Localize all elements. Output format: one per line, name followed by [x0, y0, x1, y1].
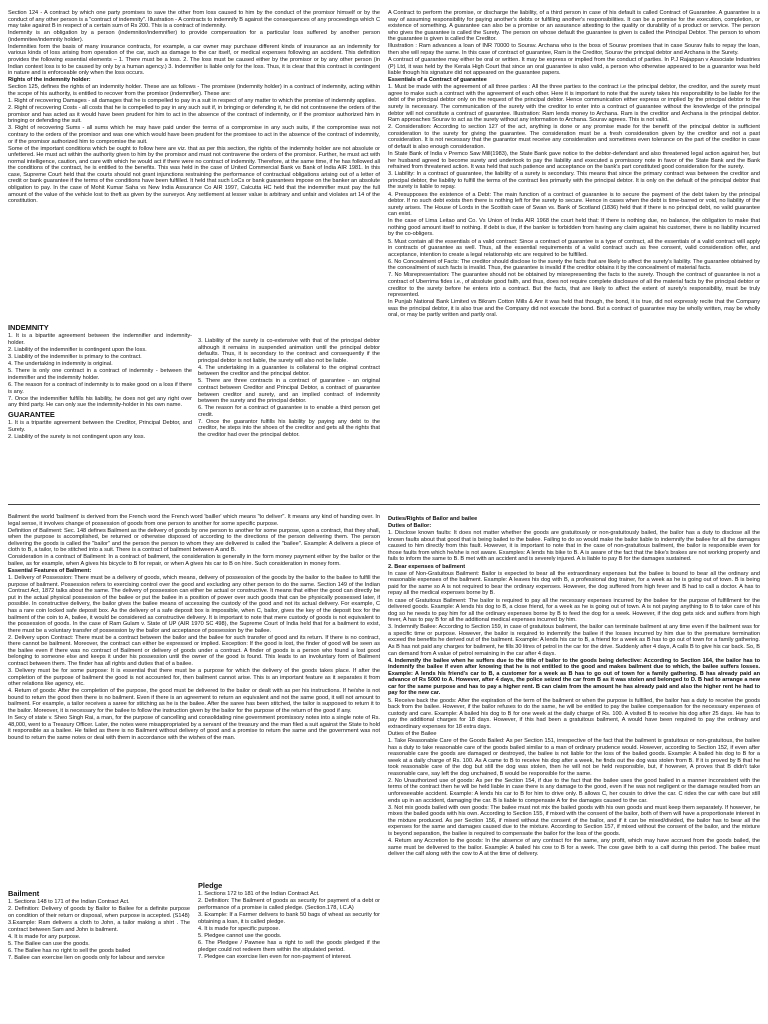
indemnity-section-text — [8, 10, 380, 372]
guarantee-point: 3. Liability of the surety is co-extensive with that of the principal debtor although it remains in suspended animation until the principal debtor defaults. Thus, it is secondary to the contract and consequently if the principal debtor is not liable, the surety will also not be liable. — [198, 338, 380, 364]
indemnity-point: 5. There is only one contract in a contract of indemnity - between the indemnifier and the indemnity holder. — [8, 368, 192, 381]
paragraph: 4. Return of goods: After the completion of the purpose, the good must be delivered to the bailor or dealt with as per his instructions. If he/she is not bound to return the good then there is no bailment. Even if there is an agreement to return an equivalent and not the same good, it will not amount to bailment. For example, a tailor receives a saree for stitching as he is the bailee. After the saree has been stitched, the tailor is supposed to return it to the bailor. Moreover, it is necessary for the bailee to follow the instruction given by the bailor for the purpose of the return of the good if any. — [8, 688, 380, 715]
guarantee-section-text — [388, 10, 760, 490]
paragraph: In case of Gratuitous Bailment: The bailor is required to pay all the necessary expenses incurred by the bailee for the purpose of fulfillment for the delivered goods. Example: A lends his dog to B, a close friend, for a week as he is going out of town. A is not paying anything to B to take care of his dog so he needs to pay him for all the ordinary expenses borne by B to feed the dog for a week. However, if the dog gets sick and suffers from high fever, A has to pay B for all the additional medical expenses incurred by him. — [388, 597, 760, 624]
paragraph: 3. Liability: In a contract of guarantee, the liability of a surety is secondary. This means that since the primary contract was between the creditor and principal debtor, the liability to fulfill the terms of the contract lies primarily with the principal debtor. It is only on the default of the principal debtor that the surety is liable to repay. — [388, 171, 760, 191]
guarantee-point: 1. It is a tripartite agreement between the Creditor, Principal Debtor, and Surety. — [8, 419, 192, 433]
paragraph: 7. No Misrepresentation: The guarantee should not be obtained by misrepresenting the facts to the surety. Though the contract of guarantee is not a contract of Uberrima fides i.e., of absolute good faith, and thus, does not require complete disclosure of all the material facts by the principal debtor or creditor to the surety before he enters into a contract. But the facts, that are likely to affect the extent of surety's responsibility, must be truly represented. — [388, 272, 760, 299]
bailment-summary-point: 4. It is made for any purpose. — [8, 933, 81, 940]
paragraph: 1. Right of recovering Damages - all damages that he is compelled to pay in a suit in respect of any matter to which the promise of indemnity applies. — [8, 98, 377, 105]
guarantee-point: 6. The reason for a contract of guarantee is to enable a third person get credit. — [198, 405, 380, 418]
paragraph: 3. Delivery must be for some purpose: It is essential that there must be a purpose for which the delivery of the goods takes place. If after the completion of the purpose of bailment the good is not accounted for, then bailment cannot arise. This is an important feature as it separates it from other relations like agency, etc. — [8, 668, 380, 688]
paragraph: A contract of guarantee may either be oral or written. It may be express or implied from the conduct of parties. In P.J Rajappan v Associate Industries (P) Ltd, it was held by the Kerala High Court that since an oral guarantee is also valid, a person who otherwise appeared to be a guarantor was held liable though his signature did not appeared on the guarantee papers. — [388, 57, 760, 77]
paragraph: Section 125, defines the rights of an indemnity holder. These are as follows - The promisee (indemnity holder) in a contract of indemnity, acting within the scope of his authority, is entitled to recover from the promisor (indemnifier). These are: — [8, 84, 380, 97]
indemnity-point: 2. Liability of the indemnifier is contingent upon the loss. — [8, 346, 147, 353]
bailment-summary-point: 5. The Bailee can use the goods. — [8, 940, 90, 947]
guarantee-comparison-right — [198, 338, 380, 490]
paragraph: Some of the important conditions which be ought to follow here are viz. that as per this section, the rights of the indemnity holder are not absolute or unfettered. He must act within the authority given to him by the promisor and must not contravene the orders of the promisor. Further, he must act with normal intelligence, caution, and care with which he would act if there were no contract of indemnity. Therefore, at the same time, if he has followed all the conditions of the contract, he is entitled to the benefits. This was held in the case of United Commercial Bank vs Bank of India AIR 1981. In this case, Supreme Court held that the courts should not grant injunctions restraining the performance of contractual obligations arising out of a letter of credit or bank guarantee if the terms of the conditions have been fulfilled. It held that such LoCs or bank guarantees impose on the banker an absolute obligation to pay. In the case of Mohit Kumar Saha vs New India Assurance Co AIR 1997, Calcutta HC held that the indemnifier must pay the full amount of the value of the vehicle lost to theft as given by the surveyor. Any settlement at lesser value is arbitrary and unfair and violates art 14 of the constitution. — [8, 145, 380, 205]
indemnity-comparison-left — [8, 322, 192, 484]
paragraph: 2. Right of recovering Costs - all costs that he is compelled to pay in any such suit if, in bringing or defending it, he did not contravene the orders of the promisor and has acted as it would have been prudent for him to act in the absence of the contract of indemnity, or if the promisor authorized him in bringing or defending the suit. — [8, 105, 380, 125]
pledge-summary-heading: Pledge — [198, 881, 223, 890]
paragraph: 1. Delivery of Possession: There must be a delivery of goods, which means, delivery of possession of the goods by the bailor to the bailee to fulfill the purpose of bailment. Possession refers to exercising control over the good and excluding any other person to do the same. Section 149 of the Indian Contract Act, 1872 talks about the same. The delivery of possession can either be actual or constructive. It means that either the good can directly be put in the actual physical possession of the bailee or put the bailee in a position of power over such goods that can be physically possessed later, if possible. In constructive delivery, the bailor gives the bailee means of accessing the custody of the good and not its actual delivery. For example, C has a rare coin locked safe deposit box. As the delivery of a safe deposit box is impossible, when C, bailor, gives the key of the deposit box for the bailment of the coin to A, bailee, it would be considered as constructive delivery. It is important to note that mere custody of goods is not equivalent to the possession of goods. In the case of Ram Gulam v. State of UP (AIR 1970 SC 498), the Supreme Court of India held that for a bailment to exist, there must be a voluntary transfer of possession by the bailor and acceptance of possession by the bailee. — [8, 575, 380, 634]
pledge-summary-point: 2. Definition: The Bailment of goods as security for payment of a debt or performance of a promise is called pledge. (Section.178, I.C.A) — [198, 898, 380, 911]
paragraph: Essentials of a Contract of guarantee — [388, 77, 487, 84]
indemnity-point: 4. The undertaking in indemnity is original. — [8, 361, 113, 368]
bailment-summary-point: 6. The Bailee has no right to sell the goods bailed — [8, 947, 131, 954]
bailment-summary-point: 7. Bailee can exercise lien on goods only for labour and service — [8, 955, 165, 962]
paragraph: Indemnities form the basis of many insurance contracts, for example, a car owner may purchase different kinds of insurance as an indemnity for various kinds of loss arising from operation of the car, such as damage to the car itself, or medical expenses following an accident. This definition provides the following essential elements – 1. There must be a loss. 2. The loss must be caused either by the promisor or by any other person (in Indian context loss is to be caused by only by a human agency.) 3. Indemnifier is liable only for the loss. Thus, it is clear that this contract is contingent in nature and is enforceable only when the loss occurs. — [8, 43, 380, 77]
paragraph: 1. Disclose known faults: It does not matter whether the goods are gratuitously or non-gratuitously bailed, the bailor has a duty to disclose all the known faults about that good that is being bailed to the bailee. Failing to do so would make the bailor liable to indemnify the bailee for all the damages caused to him directly from this fault. However, it is important to note that in the case of non-gratuitous bailment, the bailor is responsible even for those faults from which he/she is not aware. Examples: A lends his bike to B. A is aware of the fact that the bike's brakes are not working properly and fails to inform the same to B. B met with an accident and is severely injured. A is liable to pay B for the damages sustained. — [388, 530, 760, 563]
bailment-summary-point: 2. Definition: Delivery of goods by Bailor to Bailee for a definite purpose on condition of their return or disposal, when purpose is accepted. (S148) — [8, 906, 190, 919]
paragraph: In Secy of state v. Sheo Singh Rai, a man, for the purpose of cancelling and consolidating nine government promissory notes into a single note of Rs. 48,000, went to a Treasury Officer. Later, the notes were misappropriated by a servant of the treasury and the man filed a suit against the State to hold it responsible as a bailee. He failed as there is no Bailment without delivery of good and a promise to return the same and the government was not bound to return the same notes or deal with them in accordance with the wishes of the man. — [8, 715, 380, 741]
paragraph: 3. Right of recovering Sums - all sums which he may have paid under the terms of a compromise in any such suits, if the compromise was not contrary to the orders of the promisor and was one which would have been prudent for the promisee to act in the absence of the contract of indemnity, or if the promisor authorized him to compromise the suit. — [8, 125, 380, 145]
section-divider — [8, 504, 760, 505]
paragraph: 4. Presupposes the existence of a Debt: The main function of a contract of guarantee is to secure the payment of the debt taken by the principal debtor. If no such debt exists then there is nothing left for the surety to secure. Hence in cases when the debt is time-barred or void, no liability of the surety arises. The House of Lords in the Scottish case of Swan vs. Bank of Scotland (1836) held that if there is no principal debt, no valid guarantee can exist. — [388, 191, 760, 218]
paragraph: 4. Indemnify the bailee when he suffers due to the title of bailor to the goods being defective: According to Section 164, the bailor has to indemnify the bailee if even after knowing that he is not entitled to the good and makes bailment due to which, the bailee suffers losses. Example: A lends his friend's car to B, a customer for a week as B has to go out of town for a family gathering. B has already paid an advance of Rs 5000 to A. However, after 4 days, the police seized the car from B as it was stolen and belonged to D. B had to arrange a new car for the same purpose and has to pay a higher rent. B can claim from the amount he has already paid and also the higher rent he had to pay for the new car. — [388, 657, 760, 697]
pledge-summary — [198, 880, 380, 1020]
paragraph: In Punjab National Bank Limited vs Bikram Cotton Mills & Anr it was held that though, the bond, it is true, did not expressly recite that the Company was the principal debtor, it is also true and the Company did not execute the bond. But a contract of guarantee may be wholly written, may be wholly oral, or may be partly written and partly oral. — [388, 299, 760, 319]
indemnity-heading: INDEMNITY — [8, 323, 49, 332]
paragraph: A Contract to perform the promise, or discharge the liability, of a third person in case of his default is called Contract of Guarantee. A guarantee is a way of assuming responsibility for paying another's debts or fulfilling another's responsibilities. It can be a promise for the execution, completion, or existence of something. A guarantee can also be a promise or an assurance attesting to the quality or durability of a product or service. The person who gives the guarantee is called the Surety. The person on whose default the guarantee is given is called the Principal Debtor. The person to whom the guarantee is given is called the Creditor. — [388, 10, 760, 43]
duties-section-text — [388, 516, 760, 1020]
pledge-summary-point: 5. Pledgee cannot use the goods. — [198, 932, 282, 939]
paragraph: 2. No Unauthorized use of goods: As per the Section 154, if due to the fact that the bailee uses the good bailed in a manner inconsistent with the terms of the contract then he will be held liable in case there is any damage to the good, even if he was not negligent or the damage resulted from an unforeseeable accident. Example: A lends his car to B for him to drive only. B allows C, her cousin to drive the car. C rides the car with care but still ends up in an accident, damaging the car. B is liable to compensate A for the damages caused to the car. — [388, 777, 760, 804]
bailment-summary-heading: Bailment — [8, 889, 40, 898]
paragraph: 1. Take Reasonable Care of the Goods Bailed: As per Section 151, irrespective of the fact that the bailment is gratuitous or non-gratuitous, the bailee has a duty to take reasonable care of the goods bailed similar to a man of ordinary prudence would. However, according to Section 152, if even after reasonable care the goods are damaged or destroyed, the bailee is not liable for the loss of the bailed goods. Example: A bailed his dog to B for a week at a daily charge of Rs. 100. As A came to B to receive his dog after a week, he finds out the dog was stolen from B. If it is proved by B that he took reasonable care of the dog but still the dog was stolen, then he will not be held responsible, but, if however, A proves that B didn't take reasonable care, say left the dog unchained, B would be responsible for the same. — [388, 737, 760, 777]
paragraph: Illustration : Ram advances a loan of INR 70000 to Sourav. Archana who is the boss of Sourav promises that in case Sourav fails to repay the loan, then she will repay the same. In this case of contract of guarantee, Ram is the Creditor, Sourav the principal debtor and Archana is the Surety. — [388, 43, 760, 56]
paragraph: 4. Return any Accretion to the goods: In the absence of any contract for the same, any profit, which may have accrued from the goods bailed, the same must be delivered to the bailor. Example: A bailed his cow to B for a week. The cow gave birth to a calf during this period. The bailee must deliver the calf along with the cow to A at the time of delivery. — [388, 837, 760, 858]
paragraph: 1. Must be made with the agreement of all three parties : All the three parties to the contract i.e the principal debtor, the creditor, and the surety must agree to make such a contract with the agreement of each other. Here it is important to note that the surety takes his responsibility to be liable for the debt of the principal debtor only on the request of the principal debtor. Hence communication either express or implied by the principal debtor to the surety is necessary. The communication of the surety with the creditor to enter into a contract of guarantee without the knowledge of the principal debtor will not constitute a contract of guarantee. Illustration: Ram lends money to Archana. Ram is the creditor and Archana is the principal debtor. Ram approaches Sourav to act as the surety without any information to Archana. Sourav agrees. This is not valid. — [388, 84, 760, 124]
indemnity-point: 6. The reason for a contract of indemnity is to make good on a loss if there is any. — [8, 381, 192, 395]
paragraph: In State Bank of India v Premco Saw Mill(1983), the State Bank gave notice to the debtor-defendant and also threatened legal action against her, but her husband agreed to become surety and undertook to pay the liability and executed a promissory note in favor of the State Bank and the Bank refrained from threatened action. It was held that such patience and acceptance on the bank's part constituted good consideration for the surety. — [388, 151, 760, 171]
paragraph: Duties/Rights of Bailor and bailee — [388, 516, 478, 522]
paragraph: 3. Not mix goods bailed with own goods: The bailee must not mix the bailed goods with his own goods and must keep them separately. If however, he mixes the bailed goods with his own. According to Section 155, if mixed with the consent of the bailor, both of them will have a proportionate interest in the mixture produced. As per Section 156, if mixed without the consent of the bailor, and if it can be mixed/divided, the bailor has to bear all the expenses for the same and damages caused due to the mixture. According to Section 157, if mixed without the consent of the bailor, and the mixture is beyond separation, the bailee is required to compensate the bailor for the loss of the goods. — [388, 804, 760, 837]
paragraph: 2. Bear expenses of bailment — [388, 563, 466, 570]
paragraph: Bailment the world 'bailment' is derived from the French word the French word 'bailler' which means "to deliver". It means any kind of handing over. In legal sense, it involves change of possession of goods from one person to another for some specific purpose. — [8, 514, 380, 527]
paragraph: In case of Non-Gratuitous Bailment: Bailor is expected to bear all the extraordinary expenses but the bailee is bound to bear all the ordinary and reasonable expenses of the bailment. Example: A leaves his dog with B, a professional dog trainer, for a week as he is going out of town. B is being paid for the same so A is not required to bear the ordinary expenses. However, the dog suffered from high fever and B had to call a doctor. A has to repay all the medical expenses borne by B. — [388, 570, 760, 597]
indemnity-point: 3. Liability of the indemnifier is primary to the contract. — [8, 354, 142, 361]
paragraph: In the case of Lima Leitao and Co. Vs Union of India AIR 1968 the court held that: If there is nothing due, no balance, the obligation to make that nothing good amount itself to nothing. If debt is due, if the banker is forbidden from having any claim against his customer, there is no liability incurred by the co-obligers. — [388, 218, 760, 238]
paragraph: Definition of Bailment: Sec. 148 defines Bailment as the delivery of goods by one person to another for some purpose, upon a contract, that they shall, when the purpose is accomplished, be returned or otherwise disposed of according to the directions of the person delivering them. The person delivering the goods is called the "bailor" and the person the person to whom they are delivered is called the "bailee". Example: A delivers a piece of cloth to B, a tailor, to be stitched into a suit. There is a contract of bailment between A and B. — [8, 527, 380, 554]
pledge-summary-point: 4. It is made for specific purpose. — [198, 925, 281, 932]
pledge-summary-point: 3. Example: If a Farmer delivers to bank 50 bags of wheat as security for obtaining a loan, it is called pledge. — [198, 912, 380, 925]
paragraph: Essential Features of Bailment: — [8, 568, 92, 575]
bailment-summary — [8, 888, 190, 1020]
pledge-summary-point: 1. Sections 172 to 181 of the Indian Contract Act. — [198, 891, 320, 898]
guarantee-point: 2. Liability of the surety is not contingent upon any loss. — [8, 433, 146, 440]
indemnity-point: 7. Once the indemnifier fulfills his liability, he does not get any right over any third party. He can only sue the indemnity-holder in his own name. — [8, 395, 192, 409]
paragraph: 5. Must contain all the essentials of a valid contract: Since a contract of guarantee is a type of contract, all the essentials of a valid contract will apply in contracts of guarantee as well. Thus, all the essential requirements of a valid contract such as free consent, valid consideration offer, and acceptance, intention to create a legal relationship etc are required to be fulfilled. — [388, 238, 760, 258]
paragraph: 5. Receive back the goods: After the expiration of the term of the bailment or when the purpose is fulfilled, the bailor has a duty to receive the goods back from the bailee. However, if the bailor refuses to do the same, he will be entitled to pay the bailee compensation for the necessary expenses of custody and care. Example: A bailed his dog to B for one week at the daily charge of Rs. 100. A visited B to receive his dog after 25 days. He has to pay the additional charges for 18 days. However, if this had been a gratuitous bailment, A would have been required to pay the ordinary and extraordinary expenses for 18 extra days. — [388, 697, 760, 730]
paragraph: 6. No Concealment of Facts: The creditor should disclose to the surety the facts that are likely to affect the surety's liability. The guarantee obtained by the concealment of such facts is invalid. Thus, the guarantee is invalid if the creditor obtains it by the concealment of material facts. — [388, 258, 760, 272]
paragraph: Duties of Bailor: — [388, 523, 432, 530]
paragraph: 2. Delivery upon Contract: There must be a contract between the bailor and the bailee for such transfer of good and its return. If there is no contract, there cannot be bailment. Moreover, the contract can either be expressed or implied. Exception: If the good is lost, the finder of good will be seen as the bailee even if there was no contract of Bailment or delivery of goods under a contract. A finder of goods is a person who found a lost good belonging to someone else and keeps it under his possession until the owner of the good is found. This leads to an involuntary form of Bailment contract between them. The finder has all rights and duties that of a bailee. — [8, 634, 380, 667]
bailment-summary-point: 1. Sections 148 to 171 of the Indian Contract Act. — [8, 899, 130, 906]
pledge-summary-point: 6. The Pledgee / Pawnee has a right to sell the goods pledged if the pledger could not redeem them within the stipulated period. — [198, 939, 380, 953]
paragraph: Consideration in a contract of Bailment: In a contract of bailment, the consideration is generally in the form money payment either by the bailor or the bailee, as for example, when A gives his bicycle to B for repair, or when A gives his car to B on hire. Such consideration in money form. — [8, 554, 380, 568]
bailment-summary-point: 3.Example: Ram delivers a cloth to John, a tailor making a shirt . The contract between Sam and John is bailment. — [8, 920, 190, 933]
indemnity-point: 1. It is a bipartite agreement between the indemnifier and indemnity-holder. — [8, 333, 192, 346]
guarantee-point: 5. There are three contracts in a contract of guarantee - an original contract between Creditor and Principal Debtor, a contract of guarantee between creditor and surety, and an implied contract of indemnity between the surety and the principal debtor. — [198, 378, 380, 405]
paragraph: Indemnity is an obligation by a person (indemnitor/indemnifier) to provide compensation for a particular loss suffered by another person (indemnitee/indemnity holder). — [8, 30, 380, 43]
guarantee-heading: GUARANTEE — [8, 409, 55, 419]
paragraph: Section 124 - A contract by which one party promises to save the other from loss caused to him by the conduct of the promisor himself or by the conduct of any other person is a "contract of indemnity". Illustration - A contracts to indemnify B against the consequences of any proceedings which C may take against B in respect of a certain sum of Rs 200. This is a contract of indemnity. — [8, 10, 380, 30]
guarantee-point: 7. Once the guarantor fulfills his liability by paying any debt to the creditor, he steps into the shoes of the creditor and gets all the rights that the creditor had over the principal debtor. — [198, 418, 380, 439]
paragraph: Rights of the indemnity holder: — [8, 77, 91, 84]
bailment-section-text — [8, 514, 380, 884]
pledge-summary-point: 7. Pledgee can exercise lien even for non-payment of interest. — [198, 953, 352, 960]
paragraph: 3. Indemnify Bailee: According to Section 159, in case of gratuitous bailment, the bailor can terminate bailment at any time even if the bailment was for a specific time or purpose. However, the bailor is required to indemnify the bailee if the losses incurred by him due to the premature termination exceed the benefits he derived out of the bailment. Example: A lends his car to B, a friend for a week as B has to go out of town for a family gathering. As B has not paid any charges for bailment, he fills 30 litres of petrol in the car for the drive. Suddenly after 4 days, A calls B to give his car back. So, B can demand from A value of petrol remaining in the car after 4 days. — [388, 624, 760, 657]
guarantee-point: 4. The undertaking in a guarantee is collateral to the original contract between the creditor and the principal debtor. — [198, 364, 380, 378]
paragraph: Duties of the Bailee — [388, 730, 437, 737]
paragraph: 2. Consideration: According to section 127 of the act, anything is done or any promise made for the benefit of the principal debtor is sufficient consideration to the surety for giving the guarantee. The consideration must be a fresh consideration given by the creditor and not a past consideration. It is not necessary that the guarantor must receive any consideration and sometimes even tolerance on the part of the creditor in case of default is also enough consideration. — [388, 124, 760, 150]
